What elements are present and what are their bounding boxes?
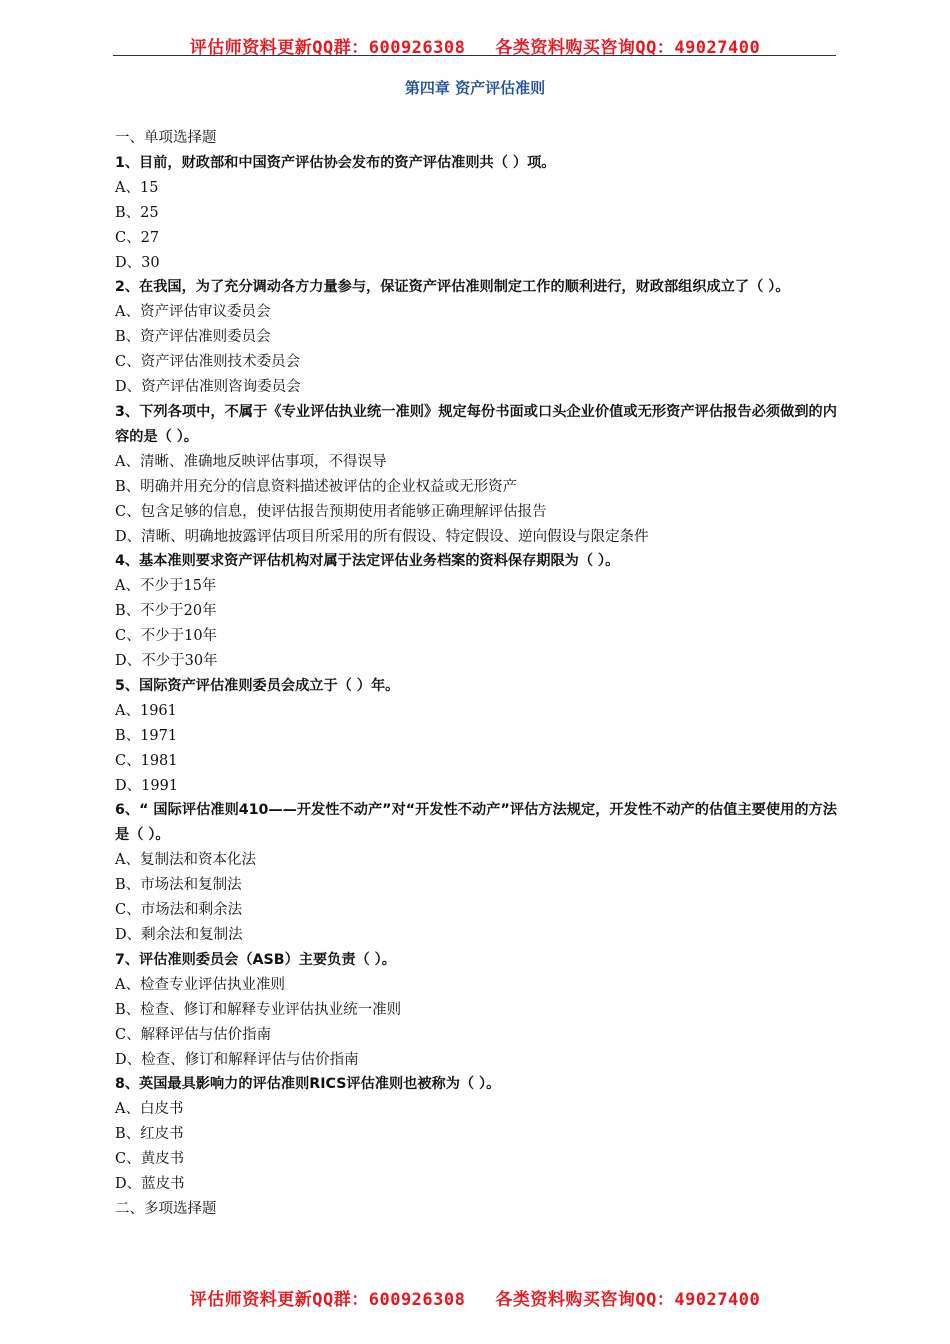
question-item [115,798,837,947]
header-qq-group-text: 评估师资料更新QQ群：600926308 [189,38,466,58]
option-a: A、资产评估审议委员会 [115,304,271,321]
option-a: A、不少于15年 [115,578,217,595]
question-item [115,151,837,276]
option-d: D、剩余法和复制法 [115,927,243,943]
header-purchase-text: 各类资料购买咨询QQ：49027400 [495,38,761,58]
question-item [115,948,837,1073]
question-text: 2、在我国，为了充分调动各方力量参与，保证资产评估准则制定工作的顺利进行，财政部组织成立了（ ）。 [115,279,790,296]
option-b: B、红皮书 [115,1126,184,1143]
question-item [115,275,837,400]
option-a: A、清晰、准确地反映评估事项，不得误导 [115,453,387,470]
header-divider [113,55,836,56]
question-item [115,400,837,549]
option-a: A、白皮书 [115,1101,184,1118]
question-text: 6、“ 国际评估准则410——开发性不动产”对“开发性不动产”评估方法规定，开发性不动产的估值主要使用的方法是（ ）。 [115,802,837,844]
option-c: C、资产评估准则技术委员会 [115,354,301,371]
option-a: A、复制法和资本化法 [115,852,256,869]
question-item [115,1072,837,1197]
footer-purchase-text: 各类资料购买咨询QQ：49027400 [495,1290,761,1310]
option-b: B、市场法和复制法 [115,877,242,894]
question-text: 3、下列各项中，不属于《专业评估执业统一准则》规定每份书面或口头企业价值或无形资产评估报告必须做到的内容的是（ ）。 [115,403,837,445]
option-c: C、不少于10年 [115,628,218,645]
question-text: 5、国际资产评估准则委员会成立于（ ）年。 [115,677,400,694]
option-c: C、1981 [115,752,178,769]
option-c: C、市场法和剩余法 [115,902,243,919]
option-a: A、15 [115,179,159,196]
option-d: D、1991 [115,777,179,794]
footer-qq-group-text: 评估师资料更新QQ群：600926308 [189,1290,466,1310]
option-d: D、蓝皮书 [115,1176,185,1193]
section-title-single-choice: 一、单项选择题 [115,130,217,146]
option-d: D、检查、修订和解释评估与估价指南 [115,1051,359,1068]
question-text: 7、评估准则委员会（ASB）主要负责（ ）。 [115,951,396,968]
option-a: A、1961 [115,702,177,719]
footer-banner [0,1285,950,1310]
question-item [115,674,837,799]
option-c: C、解释评估与估价指南 [115,1026,272,1043]
option-c: C、黄皮书 [115,1151,185,1168]
option-a: A、检查专业评估执业准则 [115,976,285,993]
option-d: D、清晰、明确地披露评估项目所采用的所有假设、特定假设、逆向假设与限定条件 [115,528,649,545]
option-d: D、30 [115,254,160,271]
option-b: B、明确并用充分的信息资料描述被评估的企业权益或无形资产 [115,478,518,495]
option-b: B、1971 [115,727,178,744]
option-c: C、27 [115,229,160,246]
option-d: D、资产评估准则咨询委员会 [115,379,301,396]
option-b: B、25 [115,204,159,221]
option-b: B、检查、修订和解释专业评估执业统一准则 [115,1001,402,1018]
option-b: B、不少于20年 [115,603,217,620]
question-text: 4、基本准则要求资产评估机构对属于法定评估业务档案的资料保存期限为（ ）。 [115,553,620,570]
question-text: 8、英国最具影响力的评估准则RICS评估准则也被称为（ ）。 [115,1076,501,1093]
option-c: C、包含足够的信息，使评估报告预期使用者能够正确理解评估报告 [115,503,547,520]
question-text: 1、目前，财政部和中国资产评估协会发布的资产评估准则共（ ）项。 [115,154,556,171]
question-list [115,126,837,1222]
option-d: D、不少于30年 [115,653,218,670]
question-item [115,549,837,674]
section-title-multiple-choice: 二、多项选择题 [115,1200,217,1217]
chapter-title: 第四章 资产评估准则 [404,79,546,97]
option-b: B、资产评估准则委员会 [115,329,271,346]
